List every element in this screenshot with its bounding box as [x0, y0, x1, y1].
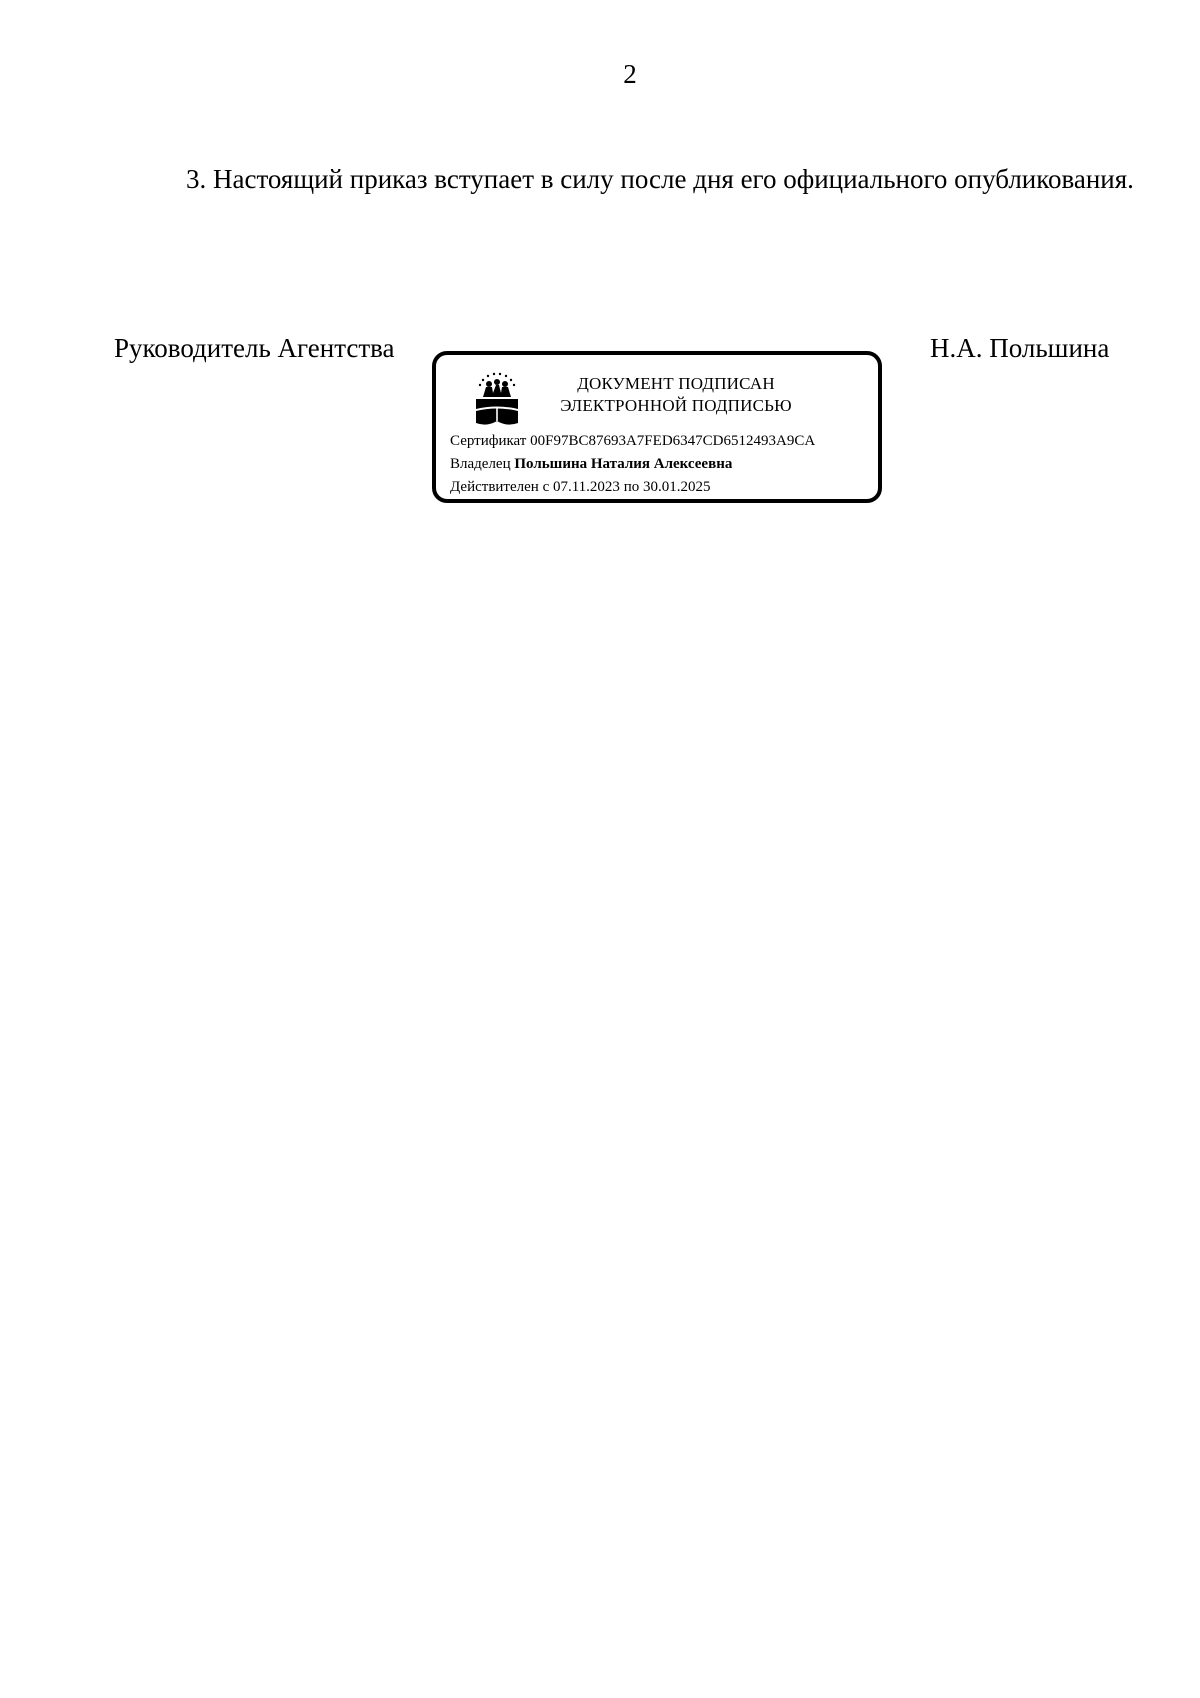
- certificate-label: Сертификат: [450, 433, 527, 449]
- valid-from-label: с: [542, 479, 550, 495]
- stamp-heading-line1: ДОКУМЕНТ ПОДПИСАН: [577, 374, 775, 393]
- stamp-heading-line2: ЭЛЕКТРОННОЙ ПОДПИСЬЮ: [560, 396, 792, 415]
- valid-to-date: 30.01.2025: [642, 479, 711, 495]
- owner-label: Владелец: [450, 456, 511, 472]
- signer-position: Руководитель Агентства: [114, 333, 395, 363]
- valid-label: Действителен: [450, 479, 539, 495]
- coat-of-arms-icon: [470, 371, 524, 429]
- stamp-owner-line: [450, 455, 732, 473]
- signer-name: Н.А. Польшина: [930, 333, 1110, 363]
- stamp-validity-line: [450, 478, 710, 496]
- stamp-certificate-line: [450, 432, 815, 450]
- valid-to-label: по: [623, 479, 640, 495]
- valid-from-date: 07.11.2023: [552, 479, 620, 495]
- stamp-heading: [536, 373, 816, 417]
- electronic-signature-stamp: [432, 351, 882, 503]
- order-paragraph: 3. Настоящий приказ вступает в силу после дня его официального опубликования.: [186, 164, 1134, 194]
- page-number: 2: [623, 59, 637, 89]
- certificate-value: 00F97BC87693A7FED6347CD6512493A9CA: [530, 433, 816, 449]
- owner-value: Польшина Наталия Алексеевна: [514, 456, 733, 472]
